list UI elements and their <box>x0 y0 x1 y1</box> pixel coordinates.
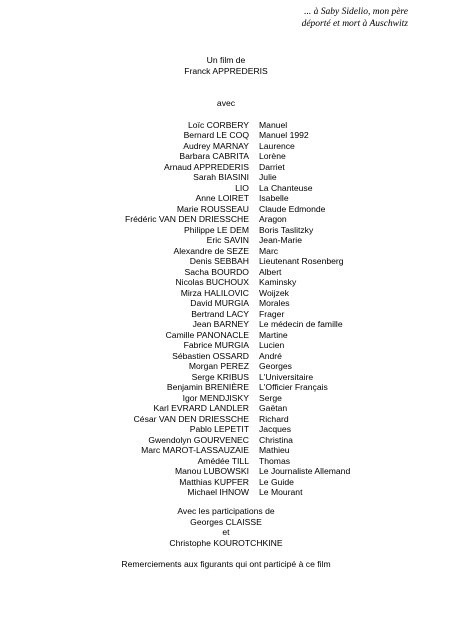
cast-actor: Gwendolyn GOURVENEC <box>148 434 249 445</box>
cast-row <box>0 361 452 372</box>
cast-row <box>0 151 452 162</box>
cast-role: Martine <box>259 329 288 340</box>
cast-role: Lucien <box>259 340 285 350</box>
cast-row <box>0 162 452 173</box>
participations-intro: Avec les participations de <box>177 506 275 516</box>
cast-actor: Jean BARNEY <box>192 319 249 329</box>
cast-row <box>0 435 452 446</box>
cast-row <box>0 456 452 467</box>
cast-actor: Bertrand LACY <box>191 308 249 319</box>
participant-name-2: Christophe KOUROTCHKINE <box>169 537 283 548</box>
cast-list <box>0 120 452 498</box>
cast-role: Le Guide <box>259 476 294 487</box>
cast-role: La Chanteuse <box>259 182 313 193</box>
cast-row <box>0 382 452 393</box>
cast-row <box>0 414 452 425</box>
cast-row <box>0 393 452 404</box>
cast-role: Serge <box>259 392 282 403</box>
cast-actor: Bernard LE COQ <box>183 130 249 140</box>
cast-role: Laurence <box>259 140 295 151</box>
cast-actor: Eric SAVIN <box>206 235 249 245</box>
cast-row <box>0 130 452 141</box>
cast-row <box>0 372 452 383</box>
participant-name-1: Georges CLAISSE <box>190 516 262 527</box>
cast-actor: Denis SEBBAH <box>189 256 249 266</box>
cast-row <box>0 246 452 257</box>
cast-actor: Morgan PEREZ <box>188 361 249 371</box>
participations-joiner: et <box>222 527 230 537</box>
cast-role: Julie <box>259 172 277 182</box>
participations <box>0 506 452 548</box>
cast-actor: Igor MENDJISKY <box>182 392 249 403</box>
cast-row <box>0 141 452 152</box>
cast-role: Mathieu <box>259 445 290 455</box>
cast-role: Le Mourant <box>259 487 303 497</box>
avec-label: avec <box>216 98 236 108</box>
cast-actor: Frédéric VAN DEN DRIESSCHE <box>125 214 249 224</box>
cast-actor: Michael IHNOW <box>187 487 249 497</box>
cast-actor: Karl EVRARD LANDLER <box>153 403 249 413</box>
cast-row <box>0 288 452 299</box>
cast-actor: Marie ROUSSEAU <box>176 203 249 214</box>
cast-row <box>0 487 452 498</box>
cast-row <box>0 445 452 456</box>
cast-role: André <box>259 350 282 361</box>
cast-role: Albert <box>259 266 282 277</box>
cast-actor: Serge KRIBUS <box>191 371 249 382</box>
dedication-line-2: déporté et mort à Auschwitz <box>301 18 408 29</box>
cast-row <box>0 235 452 246</box>
film-intro: Un film de <box>206 55 246 65</box>
cast-actor: Camille PANONACLE <box>165 329 249 340</box>
cast-row <box>0 466 452 477</box>
cast-row <box>0 424 452 435</box>
cast-role: Woijzek <box>259 287 289 298</box>
cast-actor: Philippe LE DEM <box>184 224 249 235</box>
cast-role: Manuel 1992 <box>259 130 309 140</box>
cast-role: L'Universitaire <box>259 371 314 382</box>
cast-role: Aragon <box>259 214 287 224</box>
film-credit <box>0 55 452 76</box>
cast-row <box>0 330 452 341</box>
cast-row <box>0 298 452 309</box>
cast-role: L'Officier Français <box>259 382 328 392</box>
cast-row <box>0 214 452 225</box>
dedication <box>208 7 408 30</box>
cast-row <box>0 403 452 414</box>
cast-actor: Arnaud APPREDERIS <box>163 161 249 172</box>
director-name: Franck APPREDERIS <box>184 65 268 76</box>
cast-role: Boris Taslitzky <box>259 224 314 235</box>
cast-row <box>0 267 452 278</box>
cast-actor: César VAN DEN DRIESSCHE <box>133 413 249 424</box>
thanks-note: Remerciements aux figurants qui ont participé à ce film <box>121 559 331 569</box>
cast-row <box>0 204 452 215</box>
cast-row <box>0 351 452 362</box>
cast-role: Manuel <box>259 119 288 130</box>
cast-row <box>0 256 452 267</box>
cast-row <box>0 120 452 131</box>
cast-role: Frager <box>259 308 285 319</box>
cast-role: Morales <box>259 298 290 308</box>
cast-actor: Manou LUBOWSKI <box>174 466 249 476</box>
cast-actor: Marc MAROT-LASSAUZAIE <box>141 445 249 455</box>
cast-role: Lieutenant Rosenberg <box>259 256 344 266</box>
cast-actor: Anne LOIRET <box>195 193 249 203</box>
cast-role: Lorène <box>259 151 286 161</box>
cast-row <box>0 309 452 320</box>
cast-row <box>0 183 452 194</box>
cast-role: Jean-Marie <box>259 235 302 245</box>
cast-role: Kaminsky <box>259 277 297 287</box>
cast-actor: Alexandre de SEZE <box>173 245 249 256</box>
cast-actor: Sébastien OSSARD <box>172 350 249 361</box>
cast-role: Georges <box>259 361 292 371</box>
cast-row <box>0 193 452 204</box>
cast-actor: Fabrice MURGIA <box>183 340 249 350</box>
cast-actor: Pablo LEPETIT <box>189 424 249 434</box>
cast-actor: Loïc CORBERY <box>188 119 249 130</box>
cast-role: Christina <box>259 434 293 445</box>
cast-row <box>0 340 452 351</box>
cast-role: Thomas <box>259 455 291 466</box>
cast-actor: David MURGIA <box>190 298 249 308</box>
cast-role: Jacques <box>259 424 292 434</box>
cast-row <box>0 172 452 183</box>
cast-role: Isabelle <box>259 193 289 203</box>
cast-actor: Benjamin BRENIÈRE <box>166 382 249 392</box>
cast-row <box>0 319 452 330</box>
cast-actor: Barbara CABRITA <box>179 151 249 161</box>
cast-actor: Amédée TILL <box>197 455 249 466</box>
cast-actor: Mirza HALILOVIC <box>180 287 249 298</box>
cast-role: Le Journaliste Allemand <box>259 466 351 476</box>
cast-row <box>0 225 452 236</box>
cast-role: Gaëtan <box>259 403 288 413</box>
cast-actor: LIO <box>235 182 249 193</box>
cast-role: Darriet <box>259 161 285 172</box>
cast-role: Claude Edmonde <box>259 203 326 214</box>
cast-actor: Sacha BOURDO <box>184 266 249 277</box>
cast-role: Marc <box>259 245 279 256</box>
cast-actor: Audrey MARNAY <box>183 140 249 151</box>
cast-role: Richard <box>259 413 289 424</box>
dedication-line-1: ... à Saby Sidelio, mon père <box>304 7 408 17</box>
cast-actor: Nicolas BUCHOUX <box>175 277 249 287</box>
cast-row <box>0 477 452 488</box>
cast-actor: Sarah BIASINI <box>193 172 249 182</box>
cast-role: Le médecin de famille <box>259 319 343 329</box>
cast-row <box>0 277 452 288</box>
cast-actor: Matthias KUPFER <box>179 476 249 487</box>
